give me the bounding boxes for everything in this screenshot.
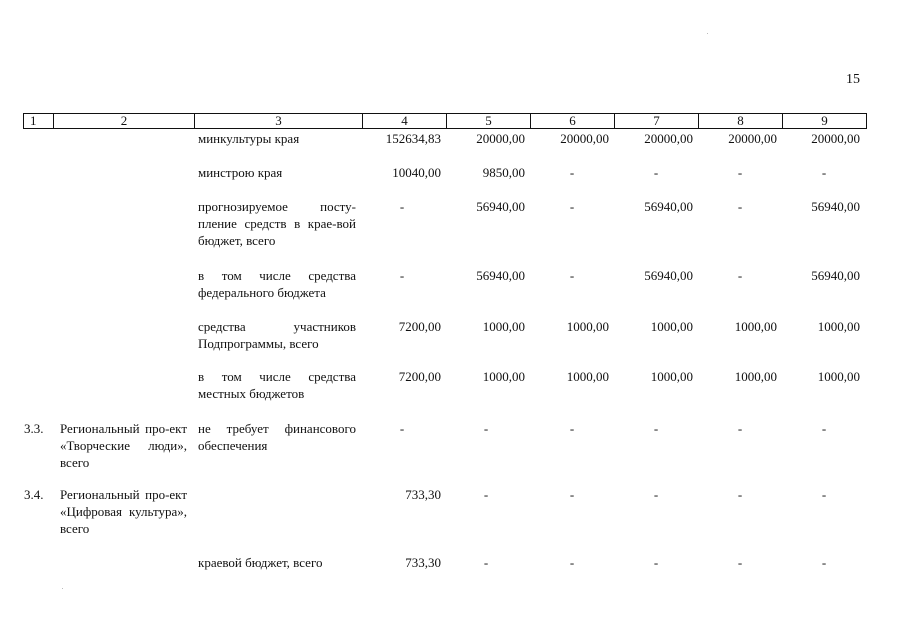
value-col-4: 733,30: [405, 555, 441, 570]
project-name: Региональный про-ект «Творческие люди», всего: [60, 421, 187, 470]
scan-speck: [707, 33, 708, 34]
value-col-4: -: [399, 421, 405, 436]
value-col-6: 1000,00: [566, 369, 609, 384]
value-col-9: 56940,00: [811, 268, 860, 283]
header-col-7: 7: [615, 114, 699, 129]
value-col-4: 152634,83: [385, 131, 441, 146]
value-col-6: -: [569, 268, 575, 283]
value-col-4: -: [399, 199, 405, 214]
header-col-3: 3: [195, 114, 363, 129]
value-col-6: -: [569, 487, 575, 502]
value-col-7: -: [653, 555, 659, 570]
value-col-4: 7200,00: [398, 369, 441, 384]
value-col-8: -: [737, 487, 743, 502]
row-number: 3.3.: [24, 421, 44, 436]
row-number: 3.4.: [24, 487, 44, 502]
page-number: 15: [846, 72, 860, 87]
value-col-5: 20000,00: [476, 131, 525, 146]
header-col-2: 2: [54, 114, 195, 129]
value-col-6: -: [569, 199, 575, 214]
value-col-4: 733,30: [405, 487, 441, 502]
value-col-8: 20000,00: [728, 131, 777, 146]
value-col-8: -: [737, 199, 743, 214]
funding-source: в том числе средства местных бюджетов: [198, 369, 356, 401]
header-col-4: 4: [363, 114, 447, 129]
value-col-8: -: [737, 421, 743, 436]
value-col-7: 56940,00: [644, 268, 693, 283]
header-col-8: 8: [699, 114, 783, 129]
value-col-8: -: [737, 268, 743, 283]
value-col-5: 56940,00: [476, 268, 525, 283]
funding-source: не требует финансового обеспечения: [198, 421, 356, 453]
column-number-header: [23, 113, 867, 129]
funding-source: краевой бюджет, всего: [198, 555, 323, 570]
value-col-5: 1000,00: [482, 319, 525, 334]
funding-source: минстрою края: [198, 165, 283, 180]
value-col-7: -: [653, 487, 659, 502]
funding-source: минкультуры края: [198, 131, 300, 146]
value-col-7: 1000,00: [650, 319, 693, 334]
value-col-4: 7200,00: [398, 319, 441, 334]
value-col-5: 56940,00: [476, 199, 525, 214]
funding-source: средства участников Подпрограммы, всего: [198, 319, 356, 351]
value-col-5: -: [483, 487, 489, 502]
value-col-9: 1000,00: [817, 319, 860, 334]
value-col-7: -: [653, 165, 659, 180]
value-col-5: 1000,00: [482, 369, 525, 384]
value-col-7: 1000,00: [650, 369, 693, 384]
value-col-9: 20000,00: [811, 131, 860, 146]
value-col-5: -: [483, 555, 489, 570]
value-col-8: 1000,00: [734, 369, 777, 384]
value-col-7: 20000,00: [644, 131, 693, 146]
funding-source: прогнозируемое посту-пление средств в крае-вой бюджет, всего: [198, 199, 356, 248]
value-col-4: -: [399, 268, 405, 283]
funding-source: в том числе средства федерального бюджета: [198, 268, 356, 300]
value-col-6: -: [569, 421, 575, 436]
value-col-7: 56940,00: [644, 199, 693, 214]
header-col-5: 5: [447, 114, 531, 129]
value-col-4: 10040,00: [392, 165, 441, 180]
value-col-5: -: [483, 421, 489, 436]
value-col-7: -: [653, 421, 659, 436]
header-col-9: 9: [783, 114, 867, 129]
value-col-9: 1000,00: [817, 369, 860, 384]
value-col-6: 20000,00: [560, 131, 609, 146]
value-col-9: 56940,00: [811, 199, 860, 214]
value-col-8: -: [737, 165, 743, 180]
value-col-6: 1000,00: [566, 319, 609, 334]
value-col-6: -: [569, 555, 575, 570]
value-col-5: 9850,00: [482, 165, 525, 180]
value-col-9: -: [821, 555, 827, 570]
project-name: Региональный про-ект «Цифровая культура», всего: [60, 487, 187, 536]
value-col-9: -: [821, 165, 827, 180]
header-col-6: 6: [531, 114, 615, 129]
scan-speck: [62, 588, 63, 589]
value-col-6: -: [569, 165, 575, 180]
value-col-9: -: [821, 487, 827, 502]
value-col-8: -: [737, 555, 743, 570]
header-col-1: 1: [24, 114, 54, 129]
value-col-9: -: [821, 421, 827, 436]
value-col-8: 1000,00: [734, 319, 777, 334]
